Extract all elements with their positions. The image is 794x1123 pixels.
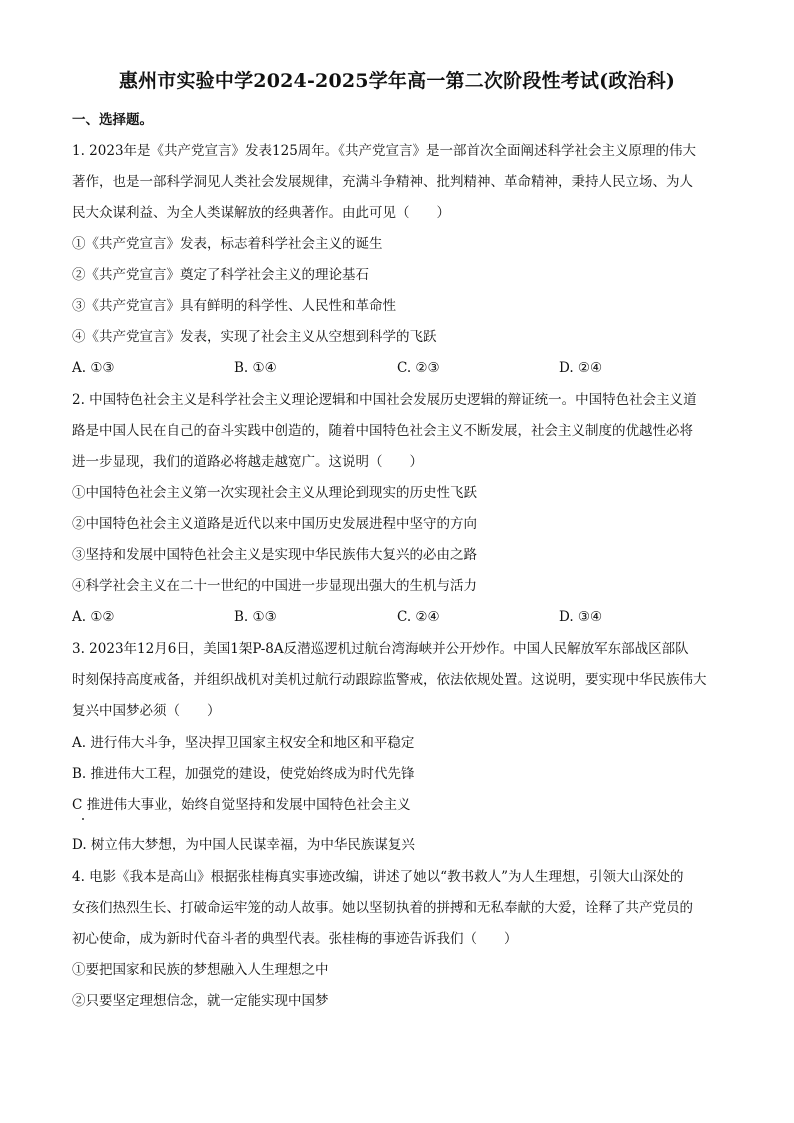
q1-options <box>72 360 732 376</box>
q1-statement-1: ①《共产党宣言》发表，标志着科学社会主义的诞生 <box>72 236 383 252</box>
page-title: 惠州市实验中学2024-2025学年高一第二次阶段性考试(政治科) <box>118 70 676 92</box>
q1-option-b[interactable]: B. ①④ <box>234 360 277 376</box>
q4-stem-line-3: 初心使命，成为新时代奋斗者的典型代表。张桂梅的事迹告诉我们（ ） <box>72 931 518 947</box>
q2-statement-3: ③坚持和发展中国特色社会主义是实现中华民族伟大复兴的必由之路 <box>72 547 477 563</box>
q1-statement-3: ③《共产党宣言》具有鲜明的科学性、人民性和革命性 <box>72 298 396 314</box>
q3-option-d[interactable]: D. 树立伟大梦想，为中国人民谋幸福，为中华民族谋复兴 <box>72 837 415 853</box>
q2-option-c[interactable]: C. ②④ <box>397 609 440 625</box>
q2-statement-1: ①中国特色社会主义第一次实现社会主义从理论到现实的历史性飞跃 <box>72 485 477 501</box>
q1-option-c[interactable]: C. ②③ <box>397 360 440 376</box>
stray-dot-mark <box>82 818 84 820</box>
q4-stem-line-2: 女孩们热烈生长、打破命运牢笼的动人故事。她以坚韧执着的拼搏和无私奉献的大爱，诠释了共产党员的 <box>72 900 693 916</box>
q2-option-b[interactable]: B. ①③ <box>234 609 277 625</box>
q4-statement-2: ②只要坚定理想信念，就一定能实现中国梦 <box>72 993 329 1009</box>
q2-option-a[interactable]: A. ①② <box>72 609 115 625</box>
q2-stem-line-2: 路是中国人民在自己的奋斗实践中创造的，随着中国特色社会主义不断发展，社会主义制度的优越性必将 <box>72 423 693 439</box>
q2-stem-line-1: 2. 中国特色社会主义是科学社会主义理论逻辑和中国社会发展历史逻辑的辩证统一。中国特色社会主义道 <box>72 392 697 408</box>
q2-statement-4: ④科学社会主义在二十一世纪的中国进一步显现出强大的生机与活力 <box>72 578 477 594</box>
q2-statement-2: ②中国特色社会主义道路是近代以来中国历史发展进程中坚守的方向 <box>72 516 477 532</box>
q3-stem-line-2: 时刻保持高度戒备，并组织战机对美机过航行动跟踪监警戒，依法依规处置。这说明，要实现中华民族伟大 <box>72 672 707 688</box>
q3-option-b[interactable]: B. 推进伟大工程，加强党的建设，使党始终成为时代先锋 <box>72 766 415 782</box>
q2-options <box>72 609 732 625</box>
q1-stem-line-2: 著作，也是一部科学洞见人类社会发展规律，充满斗争精神、批判精神、革命精神，秉持人民立场、为人 <box>72 174 693 190</box>
q1-statement-2: ②《共产党宣言》奠定了科学社会主义的理论基石 <box>72 267 369 283</box>
q4-statement-1: ①要把国家和民族的梦想融入人生理想之中 <box>72 962 329 978</box>
q1-stem-line-1: 1. 2023年是《共产党宣言》发表125周年。《共产党宣言》是一部首次全面阐述科学社会主义原理的伟大 <box>72 143 697 159</box>
q3-option-a[interactable]: A. 进行伟大斗争，坚决捍卫国家主权安全和地区和平稳定 <box>72 735 415 751</box>
q3-stem-line-1: 3. 2023年12月6日，美国1架P-8A反潜巡逻机过航台湾海峡并公开炒作。中国人民解放军东部战区部队 <box>72 641 689 657</box>
q3-option-c[interactable]: C 推进伟大事业，始终自觉坚持和发展中国特色社会主义 <box>72 797 411 813</box>
q3-stem-line-3: 复兴中国梦必须（ ） <box>72 703 221 719</box>
section-heading: 一、选择题。 <box>72 112 153 128</box>
q1-option-d[interactable]: D. ②④ <box>559 360 603 376</box>
q1-stem-line-3: 民大众谋利益、为全人类谋解放的经典著作。由此可见（ ） <box>72 205 450 221</box>
q1-statement-4: ④《共产党宣言》发表，实现了社会主义从空想到科学的飞跃 <box>72 329 437 345</box>
q2-option-d[interactable]: D. ③④ <box>559 609 603 625</box>
q1-option-a[interactable]: A. ①③ <box>72 360 115 376</box>
q2-stem-line-3: 进一步显现，我们的道路必将越走越宽广。这说明（ ） <box>72 454 423 470</box>
q4-stem-line-1: 4. 电影《我本是高山》根据张桂梅真实事迹改编，讲述了她以“教书救人”为人生理想，引领大山深处的 <box>72 869 684 885</box>
